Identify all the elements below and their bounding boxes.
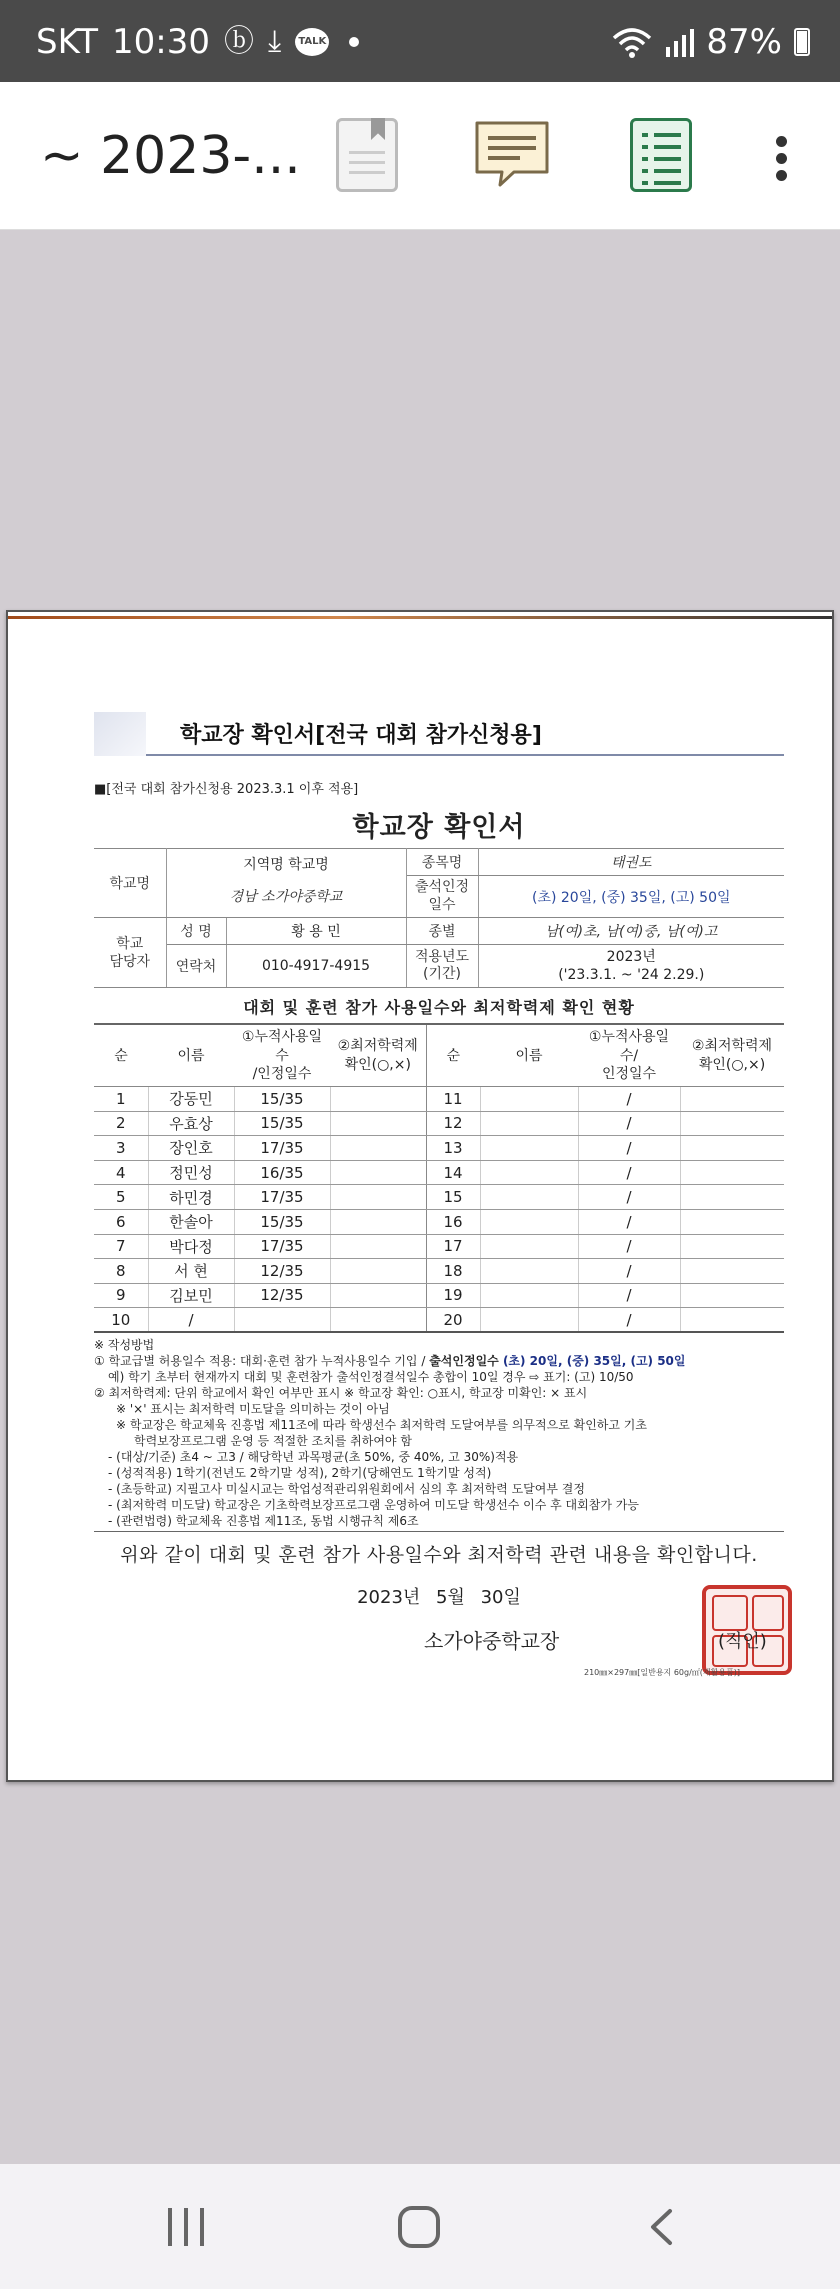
row-number: 4 [94, 1160, 148, 1185]
detail-1: - (대상/기준) 초4 ~ 고3 / 해당학년 과목평균(초 50%, 중 40%, 고 30%)적용 [108, 1450, 519, 1465]
student-name [480, 1111, 578, 1136]
row-number: 18 [426, 1259, 480, 1284]
used-days [234, 1308, 330, 1333]
info-table [94, 848, 784, 988]
used-days: / [578, 1111, 680, 1136]
issue-date: 2023년 5월 30일 [357, 1587, 521, 1609]
table-row [94, 1136, 784, 1161]
status-bar [0, 0, 840, 82]
row-number: 11 [426, 1086, 480, 1111]
note-2: ② 최저학력제: 단위 학교에서 확인 여부만 표시 ※ 학교장 확인: ○표시, 학교장 미확인: × 표시 [94, 1386, 588, 1401]
row-number: 2 [94, 1111, 148, 1136]
table-row [94, 1185, 784, 1210]
academic-check [330, 1160, 426, 1185]
note-2-b: ※ 학교장은 학교체육 진흥법 제11조에 따라 학생선수 최저학력 도달여부를 의무적으로 확인하고 기초 [116, 1418, 647, 1433]
sport-label: 종목명 [406, 849, 478, 876]
table-row [94, 1111, 784, 1136]
document-title[interactable]: ~ 2023-... [40, 126, 301, 186]
comment-icon[interactable] [474, 120, 550, 188]
download-icon: ⤓ [268, 24, 282, 59]
scope-note: ■[전국 대회 참가신청용 2023.3.1 이후 적용] [94, 782, 359, 797]
academic-check [330, 1136, 426, 1161]
used-days: / [578, 1259, 680, 1284]
student-name [480, 1283, 578, 1308]
used-days: / [578, 1136, 680, 1161]
used-days: 17/35 [234, 1136, 330, 1161]
student-name [480, 1136, 578, 1161]
back-icon[interactable] [648, 2208, 674, 2246]
academic-check [680, 1259, 784, 1284]
used-days: / [578, 1283, 680, 1308]
header-check-right: ②최저학력제 확인(○,×) [680, 1025, 784, 1086]
table-row [94, 1283, 784, 1308]
row-number: 15 [426, 1185, 480, 1210]
header-no-right: 순 [426, 1025, 480, 1086]
row-number: 12 [426, 1111, 480, 1136]
student-name: 우효상 [148, 1111, 234, 1136]
student-name [480, 1209, 578, 1234]
table-row [94, 1259, 784, 1284]
sport-value: 태권도 [478, 849, 784, 876]
row-number: 7 [94, 1234, 148, 1259]
detail-4: - (최저학력 미도달) 학교장은 기초학력보장프로그램 운영하여 미도달 학생선수 이수 후 대회참가 가능 [108, 1498, 639, 1513]
academic-check [680, 1136, 784, 1161]
row-number: 9 [94, 1283, 148, 1308]
year-value: 2023년 [606, 949, 656, 965]
row-number: 5 [94, 1185, 148, 1210]
academic-check [680, 1086, 784, 1111]
recent-apps-icon[interactable] [168, 2208, 204, 2246]
header-title: 학교장 확인서[전국 대회 참가신청용] [180, 723, 542, 748]
home-icon[interactable] [398, 2206, 440, 2248]
note-1-prefix: ① 학교급별 허용일수 적용: 대회·훈련 참가 누적사용일수 기입 / [94, 1354, 430, 1369]
table-title: 대회 및 훈련 참가 사용일수와 최저학력제 확인 현황 [94, 988, 784, 1025]
used-days: / [578, 1234, 680, 1259]
student-name: 하민경 [148, 1185, 234, 1210]
student-name: 강동민 [148, 1086, 234, 1111]
more-icon[interactable] [772, 136, 792, 182]
academic-check [330, 1111, 426, 1136]
note-1-highlight: (초) 20일, (중) 35일, (고) 50일 [502, 1354, 686, 1369]
row-number: 13 [426, 1136, 480, 1161]
talk-icon: TALK [295, 28, 329, 56]
year-label: 적용년도 (기간) [406, 945, 478, 988]
student-name: / [148, 1308, 234, 1333]
document-page[interactable] [6, 610, 834, 1782]
detail-2: - (성적적용) 1학기(전년도 2학기말 성적), 2학기(당해연도 1학기말 성적) [108, 1466, 492, 1481]
writing-notes [94, 1337, 784, 1529]
paper-spec: 210㎜×297㎜[일반용지 60g/㎡(재활용품)] [584, 1668, 741, 1678]
contact-value: 010-4917-4915 [226, 945, 406, 988]
wifi-icon [612, 26, 652, 58]
confirmation-document [94, 712, 784, 1689]
academic-check [330, 1308, 426, 1333]
header-logo [94, 712, 146, 756]
row-number: 6 [94, 1209, 148, 1234]
student-name [480, 1086, 578, 1111]
student-name: 정민성 [148, 1160, 234, 1185]
list-icon[interactable] [630, 118, 692, 192]
row-number: 3 [94, 1136, 148, 1161]
bookmark-icon[interactable] [336, 118, 398, 192]
student-name: 한솔아 [148, 1209, 234, 1234]
notes-heading: ※ 작성방법 [94, 1338, 155, 1353]
used-days: 12/35 [234, 1283, 330, 1308]
academic-check [680, 1111, 784, 1136]
student-name [480, 1160, 578, 1185]
seal-label: (직인) [718, 1631, 767, 1653]
confirmation-statement: 위와 같이 대회 및 훈련 참가 사용일수와 최저학력 관련 내용을 확인합니다. [120, 1544, 758, 1567]
academic-check [330, 1283, 426, 1308]
category-label: 종별 [406, 918, 478, 945]
student-name [480, 1234, 578, 1259]
region-school-value: 경남 소가야중학교 [166, 876, 406, 918]
principal-signature: 소가야중학교장 [424, 1629, 560, 1654]
student-name [480, 1308, 578, 1333]
b-app-icon: ⓑ [224, 24, 254, 59]
roster-table [94, 1025, 784, 1333]
academic-check [330, 1209, 426, 1234]
row-number: 1 [94, 1086, 148, 1111]
used-days: 15/35 [234, 1111, 330, 1136]
academic-check [680, 1185, 784, 1210]
used-days: 17/35 [234, 1185, 330, 1210]
row-number: 8 [94, 1259, 148, 1284]
academic-check [680, 1160, 784, 1185]
row-number: 14 [426, 1160, 480, 1185]
used-days: 16/35 [234, 1160, 330, 1185]
row-number: 20 [426, 1308, 480, 1333]
used-days: / [578, 1160, 680, 1185]
student-name: 서 현 [148, 1259, 234, 1284]
used-days: / [578, 1308, 680, 1333]
row-number: 10 [94, 1308, 148, 1333]
table-row [94, 1234, 784, 1259]
academic-check [680, 1209, 784, 1234]
name-label: 성 명 [166, 918, 226, 945]
main-title: 학교장 확인서 [352, 812, 526, 843]
battery-icon [794, 28, 810, 56]
note-1-bold: 출석인정일수 [429, 1354, 503, 1369]
battery-level: 87% [706, 22, 782, 62]
table-row [94, 1086, 784, 1111]
student-name: 박다정 [148, 1234, 234, 1259]
student-name: 김보민 [148, 1283, 234, 1308]
signature-area [94, 1619, 784, 1689]
note-1-example: 예) 학기 초부터 현재까지 대회 및 훈련참가 출석인정결석일수 총합이 10일 경우 ⇨ 표기: (고) 10/50 [108, 1370, 634, 1385]
table-row [94, 1308, 784, 1333]
used-days: 17/35 [234, 1234, 330, 1259]
row-number: 17 [426, 1234, 480, 1259]
header-name-right: 이름 [480, 1025, 578, 1086]
table-row [94, 1209, 784, 1234]
academic-check [680, 1308, 784, 1333]
system-navigation-bar [0, 2164, 840, 2289]
academic-check [330, 1185, 426, 1210]
header-days: ①누적사용일수 /인정일수 [234, 1025, 330, 1086]
region-school-label: 지역명 학교명 [166, 849, 406, 876]
student-name: 장인호 [148, 1136, 234, 1161]
note-2-b-cont: 학력보장프로그램 운영 등 적절한 조치를 취하여야 함 [134, 1434, 412, 1449]
academic-check [330, 1086, 426, 1111]
used-days: / [578, 1209, 680, 1234]
student-name [480, 1185, 578, 1210]
student-name [480, 1259, 578, 1284]
header-days-right: ①누적사용일수/ 인정일수 [578, 1025, 680, 1086]
academic-check [330, 1259, 426, 1284]
attendance-label: 출석인정 일수 [406, 876, 478, 918]
row-number: 19 [426, 1283, 480, 1308]
table-row [94, 1160, 784, 1185]
used-days: / [578, 1185, 680, 1210]
attendance-value: (초) 20일, (중) 35일, (고) 50일 [478, 876, 784, 918]
signal-icon [664, 27, 694, 57]
academic-check [680, 1234, 784, 1259]
used-days: 15/35 [234, 1086, 330, 1111]
dot-icon [349, 37, 359, 47]
period-value: ('23.3.1. ~ '24 2.29.) [558, 967, 705, 984]
name-value: 황 용 민 [226, 918, 406, 945]
app-toolbar [0, 82, 840, 230]
header-check: ②최저학력제 확인(○,×) [330, 1025, 426, 1086]
clock: 10:30 [112, 22, 210, 62]
header-name: 이름 [148, 1025, 234, 1086]
academic-check [680, 1283, 784, 1308]
detail-3: - (초등학교) 지필고사 미실시교는 학업성적관리위원회에서 심의 후 최저학력 도달여부 결정 [108, 1482, 585, 1497]
category-value: 남(여)초, 남(여)중, 남(여)고 [478, 918, 784, 945]
school-label: 학교명 [94, 849, 166, 918]
header-no: 순 [94, 1025, 148, 1086]
used-days: 12/35 [234, 1259, 330, 1284]
detail-5: - (관련법령) 학교체육 진흥법 제11조, 동법 시행규칙 제6조 [108, 1514, 419, 1529]
academic-check [330, 1234, 426, 1259]
document-header [94, 712, 784, 756]
row-number: 16 [426, 1209, 480, 1234]
used-days: / [578, 1086, 680, 1111]
contact-label: 연락처 [166, 945, 226, 988]
note-2-a: ※ '×' 표시는 최저학력 미도달을 의미하는 것이 아님 [116, 1402, 390, 1417]
carrier-label: SKT [36, 22, 99, 62]
used-days: 15/35 [234, 1209, 330, 1234]
staff-label: 학교 담당자 [94, 918, 166, 988]
